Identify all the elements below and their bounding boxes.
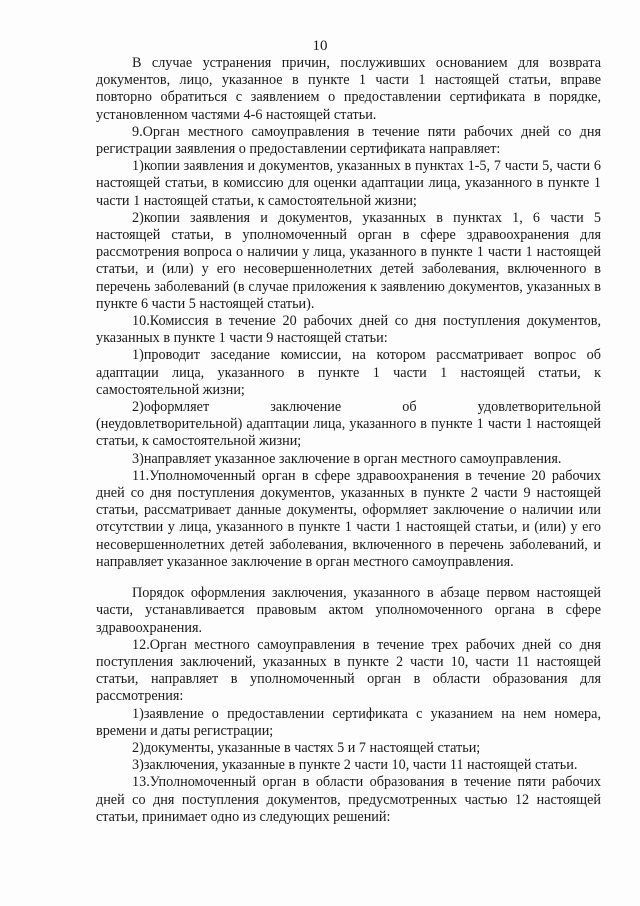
paragraph-9-item-2: 2)копии заявления и документов, указанных в пунктах 1, 6 части 5 настоящей статьи, в уполномоченный орган в сфере здравоохранения для рассмотрения вопроса о наличии у лица, указанного в пункте 1 части 1 настоящей статьи, и (или) у его несовершеннолетних детей заболевания, включенного в перечень заболеваний (в случае приложения к заявлению документов, указанных в пункте 6 части 5 настоящей статьи). xyxy=(96,209,601,312)
document-body xyxy=(96,55,601,826)
paragraph-10-item-3: 3)направляет указанное заключение в орган местного самоуправления. xyxy=(132,450,562,467)
paragraph-10-item-2-continuation: (неудовлетворительной) адаптации лица, указанного в пункте 1 части 1 настоящей статьи, к самостоятельной жизни; xyxy=(96,416,601,450)
paragraph-10-item-2-first-line: 2)оформляет заключение об удовлетворительной xyxy=(132,399,601,416)
paragraph-conclusion-procedure: Порядок оформления заключения, указанного в абзаце первом настоящей части, устанавливается правовым актом уполномоченного органа в сфере здравоохранения. xyxy=(96,585,601,636)
paragraph-12-item-2: 2)документы, указанные в частях 5 и 7 настоящей статьи; xyxy=(132,739,481,756)
paragraph-12-item-3: 3)заключения, указанные в пункте 2 части 10, части 11 настоящей статьи. xyxy=(132,757,578,774)
paragraph-12-item-1: 1)заявление о предоставлении сертификата с указанием на нем номера, времени и даты регистрации; xyxy=(96,705,601,739)
paragraph-section-9: 9.Орган местного самоуправления в течение пяти рабочих дней со дня регистрации заявления о предоставлении сертификата направляет: xyxy=(96,123,601,158)
page-number: 10 xyxy=(312,38,328,54)
paragraph-section-13: 13.Уполномоченный орган в области образования в течение пяти рабочих дней со дня поступления документов, предусмотренных частью 12 настоящей статьи, принимает одно из следующих решений: xyxy=(96,774,601,825)
paragraph-10-item-1: 1)проводит заседание комиссии, на котором рассматривает вопрос об адаптации лица, указанного в пункте 1 части 1 настоящей статьи, к самостоятельной жизни; xyxy=(96,347,601,398)
paragraph-section-10: 10.Комиссия в течение 20 рабочих дней со дня поступления документов, указанных в пункте 1 части 9 настоящей статьи: xyxy=(96,313,601,347)
paragraph-section-12: 12.Орган местного самоуправления в течение трех рабочих дней со дня поступления заключений, указанных в пункте 2 части 10, части 11 настоящей статьи, направляет в уполномоченный орган в области образования для рассмотрения: xyxy=(96,636,601,705)
paragraph-section-11: 11.Уполномоченный орган в сфере здравоохранения в течение 20 рабочих дней со дня поступления документов, указанных в пункте 2 части 9 настоящей статьи, рассматривает данные документы, оформляет заключение о наличии или отсутствии у лица, указанного в пункте 1 части 1 настоящей статьи, и (или) у его несовершеннолетних детей заболевания, включенного в перечень заболеваний, и направляет указанное заключение в орган местного самоуправления. xyxy=(96,467,601,570)
paragraph-9-item-1: 1)копии заявления и документов, указанных в пунктах 1-5, 7 части 5, части 6 настоящей статьи, в комиссию для оценки адаптации лица, указанного в пункте 1 части 1 настоящей статьи, к самостоятельной жизни; xyxy=(96,158,601,209)
paragraph-return-of-documents: В случае устранения причин, послуживших основанием для возврата документов, лицо, указанное в пункте 1 части 1 настоящей статьи, вправе повторно обратиться с заявлением о предоставлении сертификата в порядке, установленном частями 4-6 настоящей статьи. xyxy=(96,55,601,123)
